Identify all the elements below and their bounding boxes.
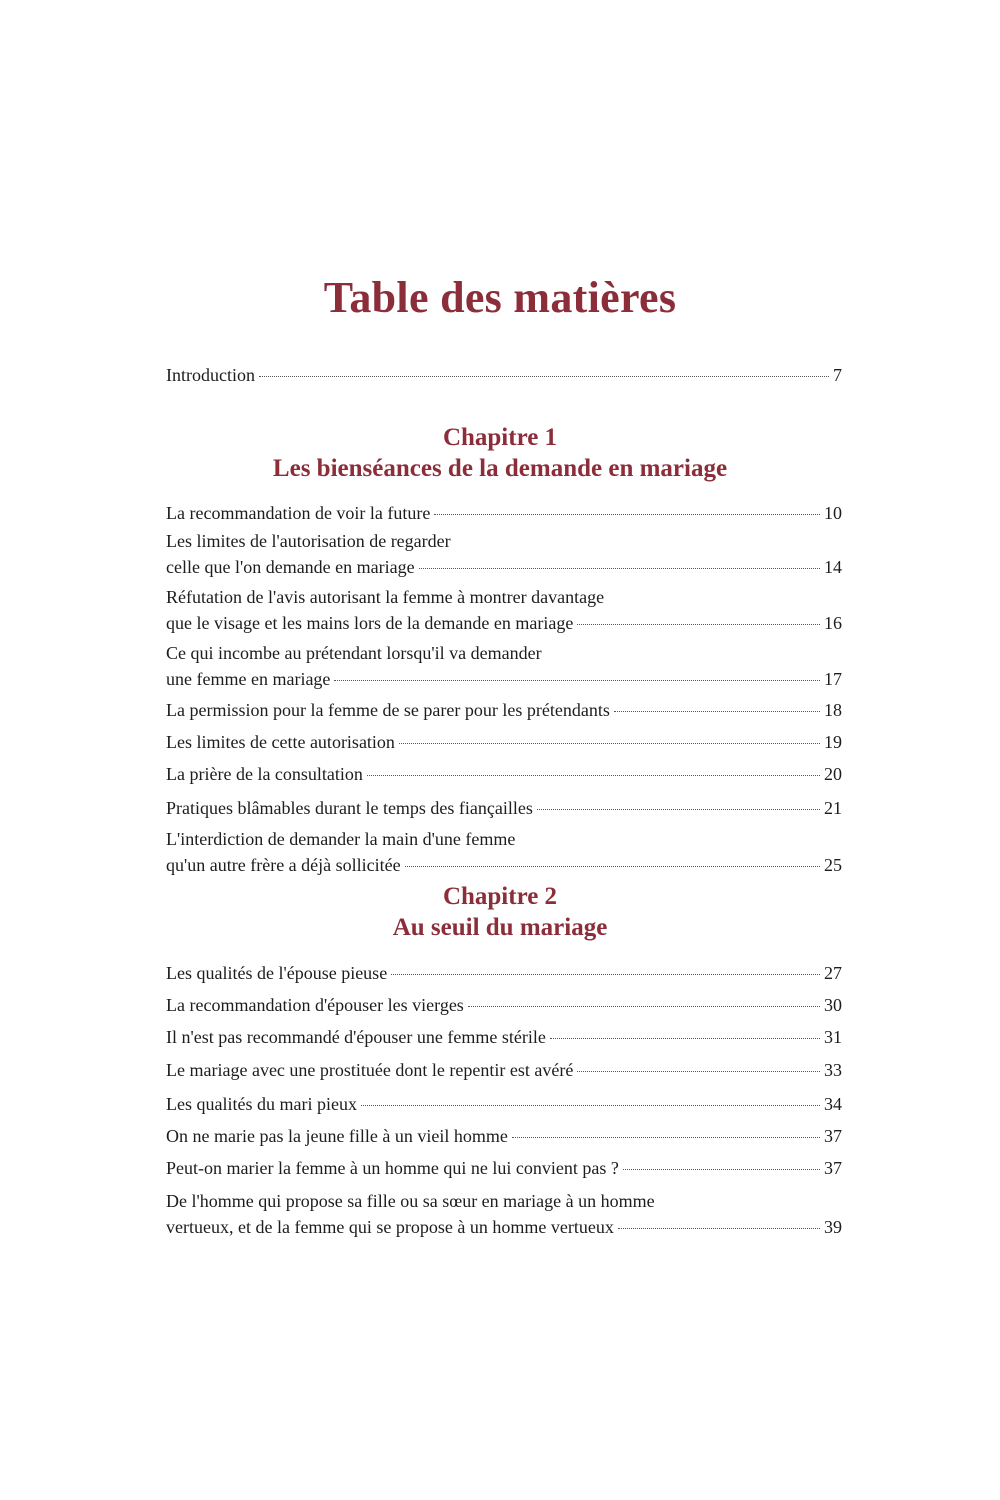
- toc-entry: [166, 960, 842, 986]
- entry-label: La recommandation d'épouser les vierges: [166, 995, 464, 1015]
- chapter-heading: [0, 422, 1000, 484]
- entry-page: 10: [824, 503, 842, 523]
- entry-label: Le mariage avec une prostituée dont le repentir est avéré: [166, 1060, 574, 1080]
- dot-leader: [623, 1169, 820, 1170]
- entry-page: 39: [824, 1217, 842, 1237]
- chapter-subtitle: Au seuil du mariage: [392, 914, 608, 941]
- entry-label: Les limites de cette autorisation: [166, 732, 395, 752]
- toc-entry-introduction: [166, 362, 842, 388]
- toc-entry: [166, 584, 842, 636]
- entry-label: que le visage et les mains lors de la demande en mariage: [166, 613, 574, 633]
- toc-entry: [166, 761, 842, 787]
- entry-page: 19: [824, 732, 842, 752]
- toc-entry: [166, 826, 842, 878]
- entry-page: 18: [824, 700, 842, 720]
- toc-entry: [166, 1188, 842, 1240]
- dot-leader: [550, 1038, 820, 1039]
- entry-page: 25: [824, 855, 842, 875]
- page-title: Table des matières: [323, 273, 677, 322]
- dot-leader: [512, 1137, 820, 1138]
- dot-leader: [537, 809, 820, 810]
- toc-entry: [166, 1123, 842, 1149]
- dot-leader: [618, 1228, 820, 1229]
- toc-entry: [166, 697, 842, 723]
- dot-leader: [405, 866, 820, 867]
- dot-leader: [361, 1105, 820, 1106]
- toc-entry: [166, 992, 842, 1018]
- chapter-number: Chapitre 1: [442, 424, 558, 451]
- dot-leader: [577, 624, 820, 625]
- entry-page: 27: [824, 963, 842, 983]
- entry-label: La recommandation de voir la future: [166, 503, 431, 523]
- entry-page: 37: [824, 1126, 842, 1146]
- entry-label: La prière de la consultation: [166, 764, 363, 784]
- toc-entry: [166, 640, 842, 692]
- chapter-number: Chapitre 2: [442, 883, 558, 910]
- entry-page: 37: [824, 1158, 842, 1178]
- chapter-heading: [0, 881, 1000, 943]
- entry-label: Les qualités de l'épouse pieuse: [166, 963, 388, 983]
- dot-leader: [468, 1006, 820, 1007]
- entry-label: une femme en mariage: [166, 669, 331, 689]
- entry-label-line: L'interdiction de demander la main d'une femme: [166, 829, 516, 849]
- dot-leader: [434, 514, 820, 515]
- toc-entry: [166, 1057, 842, 1083]
- toc-entry: [166, 795, 842, 821]
- entry-label: Il n'est pas recommandé d'épouser une femme stérile: [166, 1027, 546, 1047]
- dot-leader: [419, 568, 820, 569]
- entry-label: Peut-on marier la femme à un homme qui ne lui convient pas ?: [166, 1158, 619, 1178]
- dot-leader: [334, 680, 820, 681]
- toc-entry: [166, 1155, 842, 1181]
- toc-entry: [166, 1024, 842, 1050]
- entry-page: 33: [824, 1060, 842, 1080]
- entry-label-line: Les limites de l'autorisation de regarder: [166, 531, 451, 551]
- toc-entry: [166, 729, 842, 755]
- dot-leader: [259, 376, 829, 377]
- entry-label: vertueux, et de la femme qui se propose à un homme vertueux: [166, 1217, 614, 1237]
- chapter-subtitle: Les bienséances de la demande en mariage: [272, 455, 728, 482]
- entry-label: On ne marie pas la jeune fille à un vieil homme: [166, 1126, 508, 1146]
- entry-page: 30: [824, 995, 842, 1015]
- entry-label: La permission pour la femme de se parer pour les prétendants: [166, 700, 610, 720]
- entry-label: Introduction: [166, 365, 255, 385]
- toc-entry: [166, 1091, 842, 1117]
- entry-page: 14: [824, 557, 842, 577]
- entry-label: Pratiques blâmables durant le temps des fiançailles: [166, 798, 533, 818]
- toc-entry: [166, 500, 842, 526]
- dot-leader: [614, 711, 820, 712]
- entry-label-line: Ce qui incombe au prétendant lorsqu'il va demander: [166, 643, 542, 663]
- entry-page: 21: [824, 798, 842, 818]
- entry-page: 7: [833, 365, 842, 385]
- entry-label: qu'un autre frère a déjà sollicitée: [166, 855, 401, 875]
- dot-leader: [367, 775, 820, 776]
- dot-leader: [399, 743, 820, 744]
- entry-label: Les qualités du mari pieux: [166, 1094, 357, 1114]
- dot-leader: [577, 1071, 820, 1072]
- entry-page: 16: [824, 613, 842, 633]
- entry-label-line: Réfutation de l'avis autorisant la femme à montrer davantage: [166, 587, 605, 607]
- entry-page: 31: [824, 1027, 842, 1047]
- entry-label: celle que l'on demande en mariage: [166, 557, 415, 577]
- entry-label-line: De l'homme qui propose sa fille ou sa sœur en mariage à un homme: [166, 1191, 655, 1211]
- dot-leader: [391, 974, 820, 975]
- entry-page: 20: [824, 764, 842, 784]
- entry-page: 17: [824, 669, 842, 689]
- entry-page: 34: [824, 1094, 842, 1114]
- toc-entry: [166, 528, 842, 580]
